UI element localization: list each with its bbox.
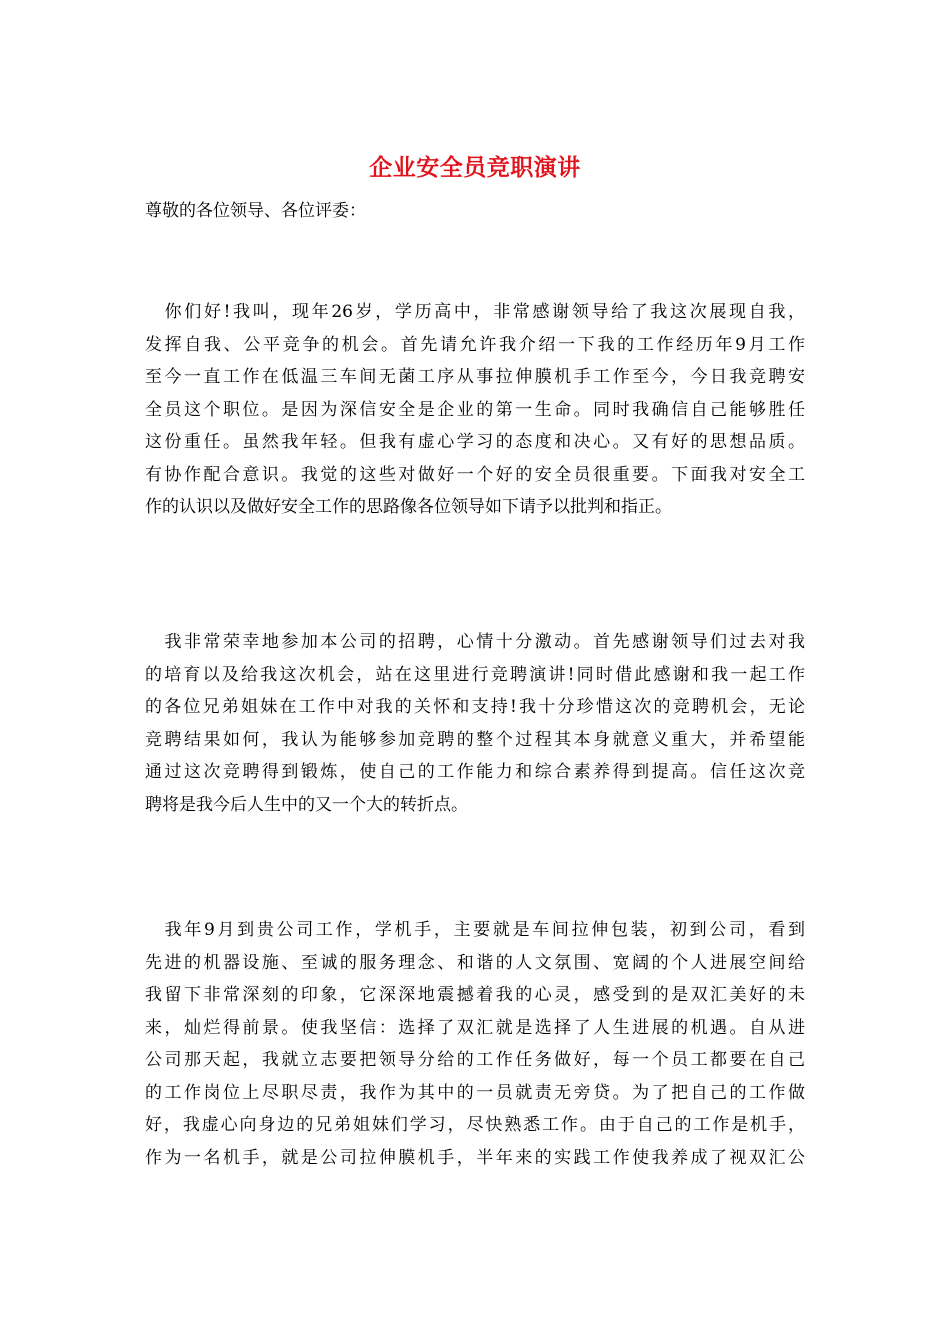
paragraph-line: 公司那天起，我就立志要把领导分给的工作任务做好，每一个员工都要在自己 — [145, 1050, 805, 1070]
paragraph-line: 竞聘结果如何，我认为能够参加竞聘的整个过程其本身就意义重大，并希望能 — [145, 729, 805, 750]
paragraph-line: 我年9月到贵公司工作，学机手，主要就是车间拉伸包装，初到公司，看到 — [145, 920, 805, 940]
paragraph-line: 你们好!我叫，现年26岁，学历高中，非常感谢领导给了我这次展现自我， — [145, 302, 805, 322]
paragraph-line: 全员这个职位。是因为深信安全是企业的第一生命。同时我确信自己能够胜任 — [145, 399, 805, 420]
paragraph-line: 作的认识以及做好安全工作的思路像各位领导如下请予以批判和指正。 — [145, 497, 672, 517]
paragraph-line: 的各位兄弟姐妹在工作中对我的关怀和支持!我十分珍惜这次的竞聘机会，无论 — [145, 697, 805, 717]
paragraph-3 — [145, 914, 805, 1174]
document-title: 企业安全员竞职演讲 — [369, 154, 581, 181]
paragraph-line: 作为一名机手，就是公司拉伸膜机手，半年来的实践工作使我养成了视双汇公 — [145, 1147, 805, 1168]
paragraph-line: 的培育以及给我这次机会，站在这里进行竞聘演讲!同时借此感谢和我一起工作 — [145, 664, 805, 685]
paragraph-line: 至今一直工作在低温三车间无菌工序从事拉伸膜机手工作至今，今日我竞聘安 — [145, 367, 805, 387]
paragraph-line: 来，灿烂得前景。使我坚信：选择了双汇就是选择了人生进展的机遇。自从进 — [145, 1017, 805, 1038]
paragraph-line: 的工作岗位上尽职尽责，我作为其中的一员就责无旁贷。为了把自己的工作做 — [145, 1082, 805, 1103]
paragraph-line: 通过这次竞聘得到锻炼，使自己的工作能力和综合素养得到提高。信任这次竞 — [145, 762, 805, 782]
greeting-line: 尊敬的各位领导、各位评委： — [145, 201, 366, 221]
paragraph-line: 我留下非常深刻的印象，它深深地震撼着我的心灵，感受到的是双汇美好的未 — [145, 985, 805, 1005]
paragraph-line: 发挥自我、公平竞争的机会。首先请允许我介绍一下我的工作经历年9月工作 — [145, 334, 805, 355]
paragraph-line: 这份重任。虽然我年轻。但我有虚心学习的态度和决心。又有好的思想品质。 — [145, 432, 805, 452]
paragraph-2 — [145, 626, 805, 821]
paragraph-line: 好，我虚心向身边的兄弟姐妹们学习，尽快熟悉工作。由于自己的工作是机手， — [145, 1115, 805, 1135]
paragraph-line: 有协作配合意识。我觉的这些对做好一个好的安全员很重要。下面我对安全工 — [145, 464, 805, 485]
paragraph-line: 聘将是我今后人生中的又一个大的转折点。 — [145, 794, 468, 815]
paragraph-1 — [145, 296, 805, 524]
paragraph-line: 先进的机器设施、至诚的服务理念、和谐的人文氛围、宽阔的个人进展空间给 — [145, 952, 805, 973]
paragraph-line: 我非常荣幸地参加本公司的招聘，心情十分激动。首先感谢领导们过去对我 — [145, 632, 805, 652]
